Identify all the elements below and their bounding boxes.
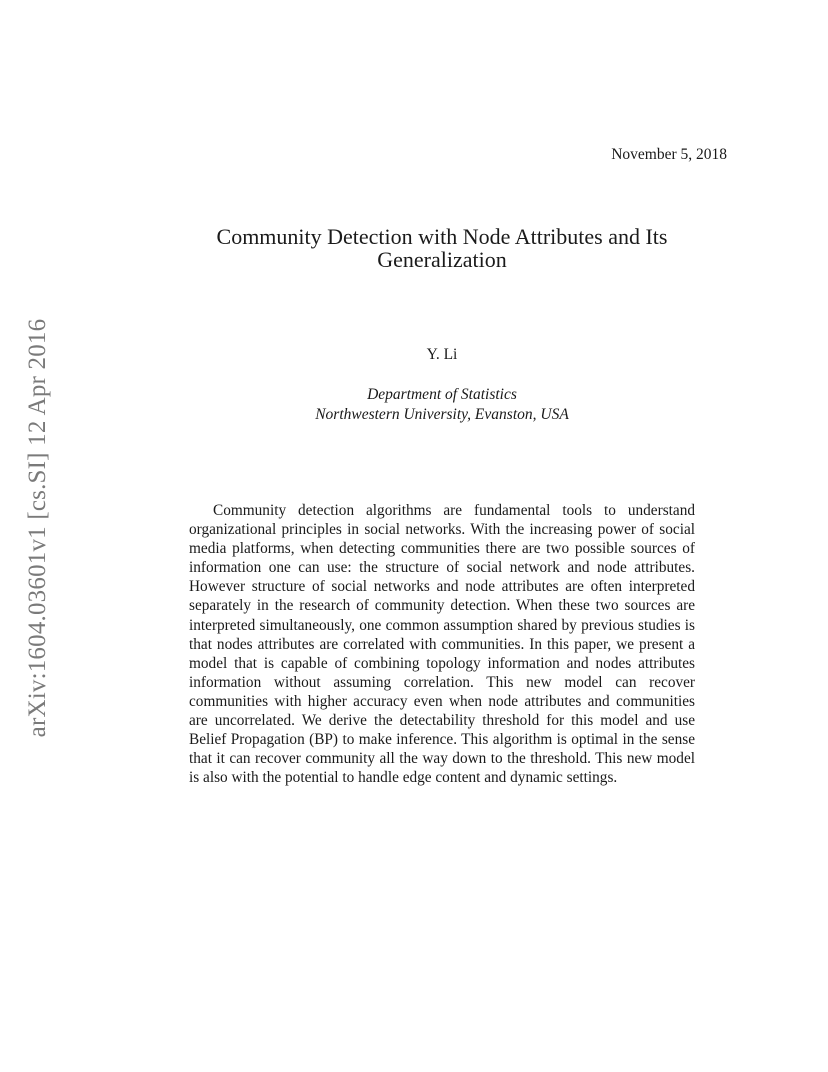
- affiliation-institution: Northwestern University, Evanston, USA: [315, 406, 569, 423]
- paper-author: Y. Li: [426, 346, 458, 363]
- paper-title: Community Detection with Node Attributes and Its Generalization: [216, 224, 668, 272]
- author-affiliation: [0, 385, 828, 425]
- arxiv-identifier-stamp: arXiv:1604.03601v1 [cs.SI] 12 Apr 2016: [24, 318, 51, 738]
- paper-abstract: Community detection algorithms are fundamental tools to understand organizational principles in social networks. With the increasing power of social media platforms, when detecting communities there are two possible sources of information one can use: the structure of social network and node attributes. However structure of social networks and node attributes are often interpreted separately in the research of community detection. When these two sources are interpreted simultaneously, one common assumption shared by previous studies is that nodes attributes are correlated with communities. In this paper, we present a model that is capable of combining topology information and nodes attributes information without assuming correlation. This new model can recover communities with higher accuracy even when node attributes and communities are uncorrelated. We derive the detectability threshold for this model and use Belief Propagation (BP) to make inference. This algorithm is optimal in the sense that it can recover community all the way down to the threshold. This new model is also with the potential to handle edge content and dynamic settings.: [189, 502, 695, 787]
- affiliation-department: Department of Statistics: [367, 386, 517, 403]
- paper-date: November 5, 2018: [611, 146, 727, 163]
